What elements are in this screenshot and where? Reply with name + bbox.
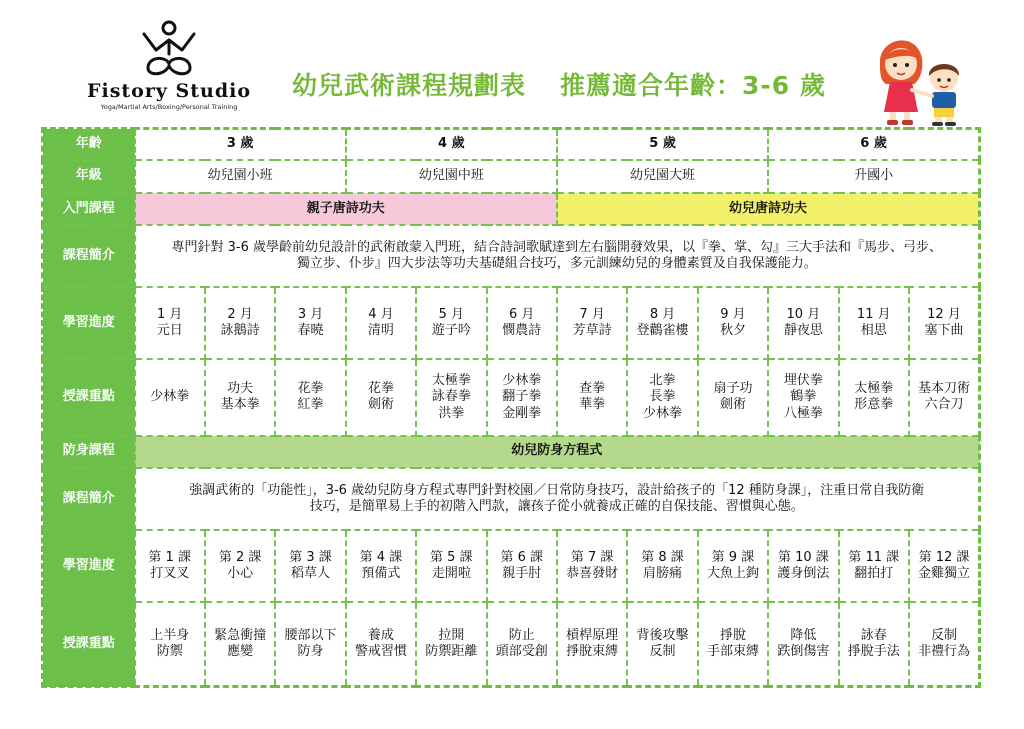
logo-name: Fistory Studio [86,80,251,102]
progress1-row [43,287,980,359]
focus1-row [43,359,980,435]
progress-month: 4 月 [368,306,394,322]
row-label-age: 年齡 [43,129,135,160]
lesson-number: 第 10 課 [777,549,829,565]
focus-line: 洪拳 [438,405,465,421]
progress-cell [909,287,980,359]
progress-poem: 春曉 [297,323,324,339]
focus-line: 腰部以下 [284,627,337,643]
focus-line: 查拳 [579,381,606,397]
focus-line: 太極拳 [431,373,471,389]
focus-line: 養成 [367,627,394,643]
progress-poem: 清明 [367,323,394,339]
row-label-focus2: 授課重點 [43,602,135,686]
focus-line: 掙脫手法 [847,644,900,660]
focus-line: 形意拳 [854,397,894,413]
progress-cell [627,287,697,359]
progress-poem: 遊子吟 [431,323,471,339]
yoga-figure-icon [134,20,204,78]
progress-poem: 秋夕 [719,323,746,339]
progress-month: 2 月 [227,306,253,322]
focus-line: 劍術 [719,397,746,413]
kids-illustration-icon [872,24,972,128]
lesson-cell [205,530,275,602]
focus-line: 鶴拳 [790,389,817,405]
lesson-name: 恭喜發財 [566,566,619,582]
progress-cell [557,287,627,359]
focus-line: 詠春 [860,627,887,643]
intro-line: 強調武術的「功能性」，3-6 歲幼兒防身方程式專門針對校園／日常防身技巧，設計給孩子的「12 種防身課」，注重日常自我防衛 [189,482,925,498]
defense-focus-cell [135,602,205,686]
age-cell: 5 歲 [557,129,768,160]
focus-line: 跌倒傷害 [777,644,830,660]
focus-line: 防止 [508,627,535,643]
defense-focus-cell [768,602,838,686]
focus-cell [135,359,205,435]
intro-line: 技巧，是簡單易上手的初階入門款，讓孩子從小就養成正確的自保技能、習慣與心態。 [309,498,804,514]
age-cell: 6 歲 [768,129,979,160]
row-label-grade: 年級 [43,160,135,193]
progress-month: 11 月 [856,306,891,322]
row-label-focus1: 授課重點 [43,359,135,435]
lesson-name: 親手肘 [502,566,542,582]
focus-line: 防禦 [156,644,183,660]
grade-row [43,160,980,193]
defense-course-row [43,436,980,468]
defense-focus-cell [839,602,909,686]
focus-line: 手部束縛 [706,644,759,660]
focus-cell [487,359,557,435]
defense-focus-cell [909,602,980,686]
focus-line: 基本拳 [220,397,260,413]
lesson-cell [487,530,557,602]
progress-poem: 憫農詩 [502,323,542,339]
focus-line: 少林拳 [643,405,683,421]
grade-cell: 升國小 [768,160,979,193]
lesson-number: 第 1 課 [148,549,191,565]
lesson-number: 第 5 課 [430,549,473,565]
focus-cell [346,359,416,435]
row-label-defense: 防身課程 [43,436,135,468]
lesson-cell [698,530,768,602]
progress-cell [346,287,416,359]
focus-line: 扇子功 [713,381,753,397]
focus-line: 花拳 [367,381,394,397]
age-cell: 4 歲 [346,129,557,160]
focus-line: 反制 [649,644,676,660]
progress-month: 12 月 [927,306,961,322]
focus-line: 頭部受創 [495,644,548,660]
lesson-number: 第 11 課 [848,549,900,565]
logo-tagline: Yoga/Martial Arts/Boxing/Personal Training [100,103,238,111]
focus-line: 防身 [297,644,324,660]
focus-cell [205,359,275,435]
progress-month: 3 月 [297,306,324,322]
defense-intro-text [135,468,980,530]
defense-focus-cell [416,602,486,686]
defense-course-name: 幼兒防身方程式 [135,436,980,468]
focus2-row [43,602,980,686]
lesson-name: 金雞獨立 [917,566,970,582]
progress-month: 6 月 [509,306,535,322]
progress-month: 7 月 [579,306,605,322]
focus-cell [557,359,627,435]
lesson-cell [416,530,486,602]
lesson-cell [557,530,627,602]
focus-line: 金剛拳 [502,405,542,421]
focus-line: 防禦距離 [425,644,478,660]
focus-line: 劍術 [367,397,394,413]
lesson-name: 稻草人 [291,566,331,582]
row-label-progress2: 學習進度 [43,530,135,602]
focus-line: 應變 [227,644,254,660]
header [0,0,1024,128]
focus-line: 紅拳 [297,397,324,413]
progress-poem: 塞下曲 [924,323,964,339]
focus-line: 基本刀術 [917,381,970,397]
progress-month: 1 月 [157,306,183,322]
lesson-cell [275,530,345,602]
lesson-name: 走開啦 [431,566,471,582]
defense-focus-cell [627,602,697,686]
focus-line: 華拳 [579,397,606,413]
title-age: 推薦適合年齡：3-6 歲 [560,71,826,100]
intro2-row [43,468,980,530]
focus-line: 埋伏拳 [783,373,823,389]
defense-focus-cell [346,602,416,686]
defense-focus-cell [275,602,345,686]
grade-cell: 幼兒園大班 [557,160,768,193]
focus-line: 翻子拳 [502,389,542,405]
focus-cell [768,359,838,435]
lesson-name: 護身倒法 [777,566,830,582]
lesson-cell [768,530,838,602]
intro1-row [43,225,980,287]
lesson-name: 打叉叉 [150,566,190,582]
row-label-intro2: 課程簡介 [43,468,135,530]
lesson-name: 大魚上鉤 [706,566,759,582]
focus-line: 詠春拳 [431,389,471,405]
focus-line: 長拳 [649,389,676,405]
title-main: 幼兒武術課程規劃表 [292,71,527,100]
focus-line: 降低 [790,627,817,643]
focus-line: 緊急衝撞 [214,627,267,643]
defense-focus-cell [557,602,627,686]
focus-cell [909,359,980,435]
focus-line: 六合刀 [924,397,964,413]
entry-course-row [43,193,980,225]
focus-cell [698,359,768,435]
entry-course-kids: 幼兒唐詩功夫 [557,193,980,225]
lesson-number: 第 6 課 [500,549,543,565]
focus-line: 槓桿原理 [566,627,619,643]
lesson-number: 第 4 課 [359,549,403,565]
lesson-number: 第 12 課 [918,549,970,565]
row-label-entry: 入門課程 [43,193,135,225]
lesson-number: 第 7 課 [570,549,614,565]
focus-cell [275,359,345,435]
progress-poem: 靜夜思 [783,323,823,339]
focus-cell [627,359,697,435]
intro-line: 專門針對 3-6 歲學齡前幼兒設計的武術啟蒙入門班，結合詩詞歌賦達到左右腦開發效果，以『拳、掌、勾』三大手法和『馬步、弓步、 [171,239,942,255]
lesson-cell [839,530,909,602]
row-label-intro1: 課程簡介 [43,225,135,287]
focus-line: 花拳 [297,381,324,397]
focus-line: 上半身 [150,627,190,643]
progress-month: 5 月 [438,306,465,322]
defense-focus-cell [487,602,557,686]
lesson-number: 第 2 課 [218,549,262,565]
lesson-name: 翻拍打 [854,566,894,582]
focus-line: 警戒習慣 [354,644,407,660]
lesson-number: 第 3 課 [289,549,332,565]
lesson-cell [346,530,416,602]
focus-line: 掙脫 [719,627,746,643]
progress-cell [416,287,486,359]
progress-poem: 芳草詩 [572,323,612,339]
progress-poem: 相思 [860,323,887,339]
progress-cell [487,287,557,359]
grade-cell: 幼兒園小班 [135,160,346,193]
progress-cell [839,287,909,359]
focus-line: 太極拳 [854,381,894,397]
lesson-cell [627,530,697,602]
progress-cell [275,287,345,359]
progress-poem: 登鸛雀樓 [636,323,689,339]
lesson-cell [135,530,205,602]
defense-focus-cell [205,602,275,686]
focus-line: 背後攻擊 [636,627,689,643]
focus-line: 功夫 [227,381,254,397]
lesson-name: 小心 [227,566,254,582]
focus-line: 非禮行為 [917,644,970,660]
focus-cell [839,359,909,435]
lesson-name: 肩膀痛 [643,566,683,582]
lesson-number: 第 8 課 [641,549,684,565]
course-plan-table [41,127,981,688]
grade-cell: 幼兒園中班 [346,160,557,193]
defense-focus-cell [698,602,768,686]
age-cell: 3 歲 [135,129,346,160]
focus-line: 掙脫束縛 [566,644,619,660]
focus-line: 少林拳 [502,373,542,389]
focus-line: 拉開 [438,627,465,643]
lesson-cell [909,530,980,602]
focus-line: 反制 [930,627,957,643]
progress-cell [698,287,768,359]
studio-logo [84,20,254,120]
progress-month: 9 月 [720,306,746,322]
progress-poem: 元日 [156,323,183,339]
lesson-name: 預備式 [361,566,401,582]
age-row [43,129,980,160]
row-label-progress1: 學習進度 [43,287,135,359]
focus-line: 北拳 [649,373,676,389]
progress2-row [43,530,980,602]
focus-cell [416,359,486,435]
lesson-number: 第 9 課 [711,549,755,565]
course-intro-text [135,225,980,287]
progress-cell [768,287,838,359]
intro-line: 獨立步、仆步』四大步法等功夫基礎組合技巧，多元訓練幼兒的身體素質及自我保護能力。 [296,255,817,271]
progress-month: 8 月 [649,306,676,322]
progress-cell [135,287,205,359]
focus-line: 八極拳 [783,405,823,421]
progress-cell [205,287,275,359]
progress-poem: 詠鵝詩 [220,323,260,339]
focus-line: 少林拳 [150,389,190,405]
entry-course-parent-child: 親子唐詩功夫 [135,193,557,225]
progress-month: 10 月 [786,306,821,322]
page-title [292,66,826,102]
